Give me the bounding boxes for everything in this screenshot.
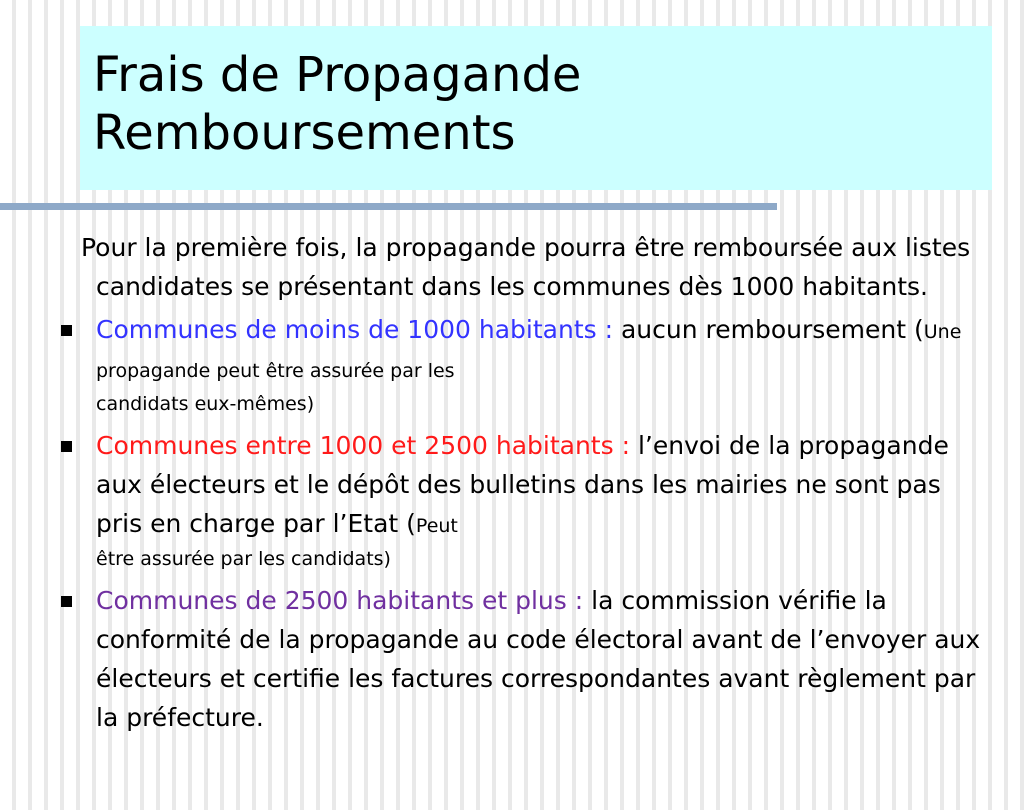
bullet-item-1000-2500 [58, 426, 988, 575]
bullet-note-continued: candidats eux-mêmes) [96, 393, 315, 415]
square-bullet-icon [61, 325, 72, 336]
square-bullet-icon [61, 596, 72, 607]
bullet-heading: Communes entre 1000 et 2500 habitants : [96, 431, 638, 460]
slide-content [58, 228, 988, 743]
bullet-heading: Communes de moins de 1000 habitants : [96, 315, 621, 344]
bullet-body: aucun remboursement ( [620, 315, 924, 344]
bullet-note: Une propagande peut être assurée par les [96, 321, 962, 382]
title-divider [0, 203, 777, 210]
slide-title-line-1: Frais de Propagande [93, 47, 582, 103]
bullet-heading: Communes de 2500 habitants et plus : [96, 586, 592, 615]
square-bullet-icon [61, 441, 72, 452]
bullet-body: la commission vérifie la conformité de la propagande au code électoral avant de l’envoyer aux électeurs et certifie les factures correspondantes avant règlement par la préfecture. [96, 586, 981, 732]
intro-paragraph: Pour la première fois, la propagande pourra être remboursée aux listes candidates se présentant dans les communes dès 1000 habitants. [81, 233, 971, 301]
bullet-item-2500-plus [58, 581, 988, 737]
bullet-body: l’envoi de la propagande aux électeurs et le dépôt des bulletins dans les mairies ne sont pas pris en charge par l’Etat ( [96, 431, 949, 538]
bullet-note: Peut [415, 515, 458, 537]
bullet-item-under-1000 [58, 310, 988, 420]
slide-title-line-2: Remboursements [93, 105, 516, 161]
bullet-note-continued: être assurée par les candidats) [96, 548, 391, 570]
title-box [80, 26, 992, 190]
